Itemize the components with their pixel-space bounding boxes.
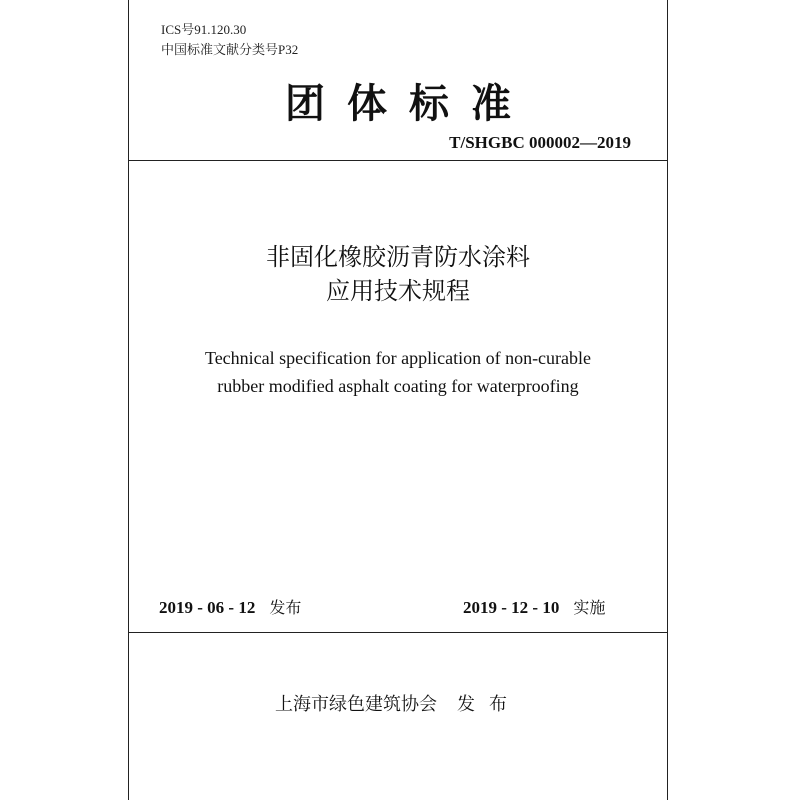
- ics-number: ICS号91.120.30: [161, 22, 247, 37]
- document-cover: [128, 0, 668, 800]
- classification-info: [161, 20, 298, 60]
- publisher-block: [129, 690, 667, 716]
- issue-date: 2019 - 06 - 12: [159, 598, 256, 617]
- chinese-title: [129, 240, 667, 308]
- english-title-line-2: rubber modified asphalt coating for waterproofing: [217, 376, 579, 396]
- chinese-title-line-1: 非固化橡胶沥青防水涂料: [266, 243, 530, 271]
- ccs-number: 中国标准文献分类号P32: [161, 42, 299, 57]
- standard-number: T/SHGBC 000002—2019: [449, 133, 631, 152]
- publisher-name: 上海市绿色建筑协会: [275, 694, 437, 715]
- chinese-title-line-2: 应用技术规程: [326, 277, 470, 305]
- implementation-label: 实施: [573, 598, 606, 617]
- header-divider: [129, 160, 667, 161]
- document-type-title: 团体标准: [285, 81, 533, 127]
- implementation-date-block: [463, 595, 605, 618]
- english-title-line-1: Technical specification for application of non-curable: [204, 348, 592, 368]
- issue-label: 发布: [269, 598, 302, 617]
- implementation-date: 2019 - 12 - 10: [463, 598, 560, 617]
- publish-label: 发布: [457, 694, 521, 715]
- footer-divider: [129, 632, 667, 633]
- issue-date-block: [159, 595, 301, 618]
- english-title: [129, 344, 667, 400]
